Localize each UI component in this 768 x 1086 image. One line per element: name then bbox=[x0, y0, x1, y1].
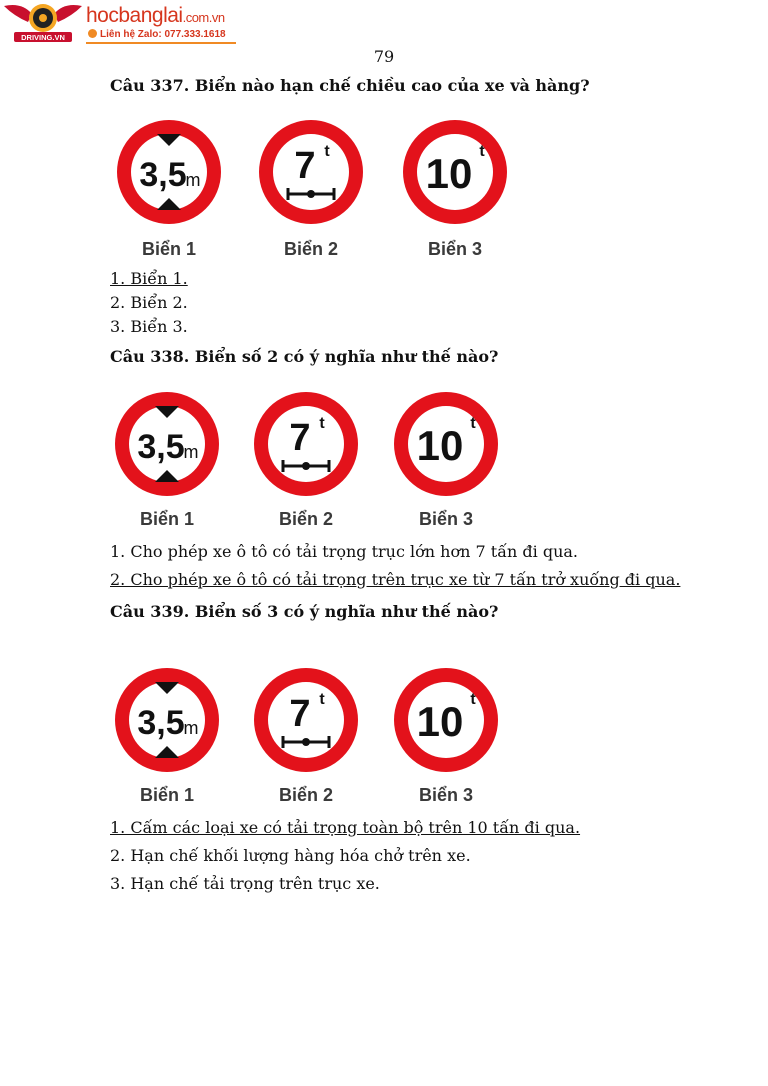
sign-row-339 bbox=[105, 658, 525, 810]
axle-weight-limit-sign-icon bbox=[254, 668, 358, 805]
sign1-label: Biển 1 bbox=[139, 509, 195, 529]
sign-image-339 bbox=[105, 658, 525, 810]
page-number: 79 bbox=[373, 47, 395, 66]
height-limit-sign-icon bbox=[117, 120, 221, 259]
logo-text: DRIVING.VN bbox=[21, 33, 65, 42]
axle-weight-limit-sign-icon bbox=[254, 392, 358, 529]
steering-wheel-logo-icon bbox=[2, 0, 84, 44]
sign2-unit: t bbox=[319, 691, 325, 708]
weight-limit-sign-icon bbox=[394, 668, 498, 805]
height-limit-sign-icon bbox=[115, 392, 219, 529]
sign1-value: 3,5 bbox=[139, 156, 187, 194]
sign3-unit: t bbox=[470, 415, 476, 432]
sign2-value: 7 bbox=[289, 417, 311, 459]
sign3-label: Biển 3 bbox=[418, 785, 474, 805]
option-339-1[interactable]: 1. Cấm các loại xe có tải trọng toàn bộ trên 10 tấn đi qua. bbox=[110, 818, 581, 837]
sign2-label: Biển 2 bbox=[283, 239, 339, 259]
sign-image-337 bbox=[105, 110, 525, 262]
hotline bbox=[88, 29, 226, 40]
brand-domain: .com.vn bbox=[182, 10, 225, 25]
height-limit-sign-icon bbox=[115, 668, 219, 805]
option-337-3[interactable]: 3. Biển 3. bbox=[110, 317, 188, 336]
sign3-unit: t bbox=[479, 143, 485, 160]
brand-main: hocbanglai bbox=[86, 4, 183, 27]
sign1-value: 3,5 bbox=[137, 704, 185, 742]
question-title-337: Câu 337. Biển nào hạn chế chiều cao của xe và hàng? bbox=[110, 76, 590, 95]
option-339-2[interactable]: 2. Hạn chế khối lượng hàng hóa chở trên xe. bbox=[110, 846, 471, 865]
axle-weight-limit-sign-icon bbox=[259, 120, 363, 259]
brand-underline bbox=[86, 42, 236, 44]
sign-image-338 bbox=[105, 382, 525, 534]
sign3-unit: t bbox=[470, 691, 476, 708]
option-337-1[interactable]: 1. Biển 1. bbox=[110, 269, 188, 288]
sign3-label: Biển 3 bbox=[427, 239, 483, 259]
sign1-unit: m bbox=[185, 170, 201, 190]
weight-limit-sign-icon bbox=[403, 120, 507, 259]
weight-limit-sign-icon bbox=[394, 392, 498, 529]
sign1-label: Biển 1 bbox=[141, 239, 197, 259]
sign3-value: 10 bbox=[416, 422, 464, 469]
sign-row-338 bbox=[105, 382, 525, 534]
sign3-value: 10 bbox=[416, 698, 464, 745]
option-339-3[interactable]: 3. Hạn chế tải trọng trên trục xe. bbox=[110, 874, 380, 893]
sign2-unit: t bbox=[319, 415, 325, 432]
sign3-value: 10 bbox=[425, 150, 473, 197]
sign1-label: Biển 1 bbox=[139, 785, 195, 805]
sign-row-337 bbox=[105, 110, 525, 262]
sign1-unit: m bbox=[183, 442, 199, 462]
sign2-value: 7 bbox=[289, 693, 311, 735]
option-338-2[interactable]: 2. Cho phép xe ô tô có tải trọng trên trục xe từ 7 tấn trở xuống đi qua. bbox=[110, 570, 681, 589]
question-title-339: Câu 339. Biển số 3 có ý nghĩa như thế nào? bbox=[110, 602, 499, 621]
sign2-label: Biển 2 bbox=[278, 509, 334, 529]
sign3-label: Biển 3 bbox=[418, 509, 474, 529]
sign1-value: 3,5 bbox=[137, 428, 185, 466]
brand-name bbox=[86, 4, 225, 28]
sign2-label: Biển 2 bbox=[278, 785, 334, 805]
hotline-text: Liên hệ Zalo: 077.333.1618 bbox=[100, 29, 226, 40]
sign1-unit: m bbox=[183, 718, 199, 738]
option-338-1[interactable]: 1. Cho phép xe ô tô có tải trọng trục lớn hơn 7 tấn đi qua. bbox=[110, 542, 579, 561]
question-title-338: Câu 338. Biển số 2 có ý nghĩa như thế nào? bbox=[110, 347, 499, 366]
site-logo bbox=[0, 0, 240, 46]
option-337-2[interactable]: 2. Biển 2. bbox=[110, 293, 188, 312]
phone-icon bbox=[88, 29, 97, 38]
sign2-value: 7 bbox=[294, 145, 316, 187]
sign2-unit: t bbox=[324, 143, 330, 160]
